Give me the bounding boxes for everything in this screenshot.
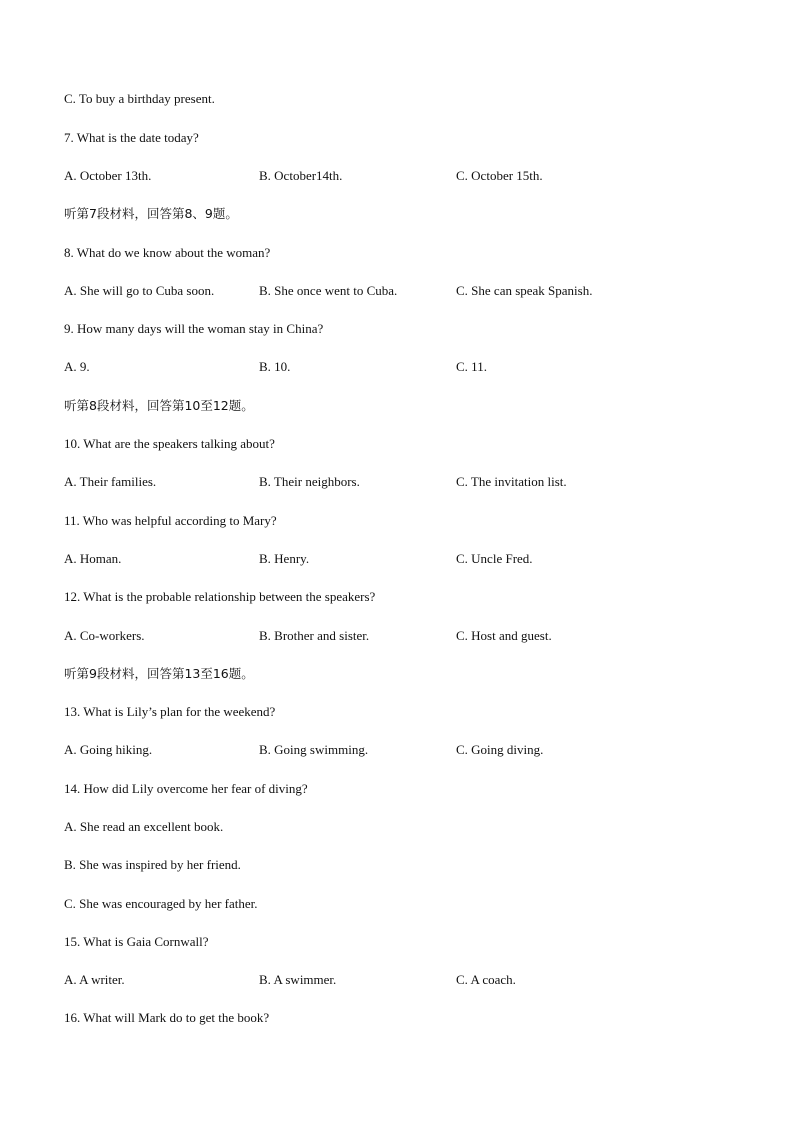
question-10: 10. What are the speakers talking about? — [64, 436, 275, 451]
option-9a: A. 9. — [64, 359, 90, 374]
question-7: 7. What is the date today? — [64, 130, 199, 145]
option-7a: A. October 13th. — [64, 168, 152, 183]
question-13: 13. What is Lily’s plan for the weekend? — [64, 704, 276, 719]
section-header-7: 听第7段材料，回答第8、9题。 — [64, 206, 238, 221]
question-14: 14. How did Lily overcome her fear of diving? — [64, 781, 308, 796]
option-10b: B. Their neighbors. — [259, 474, 360, 489]
option-11c: C. Uncle Fred. — [456, 551, 533, 566]
option-7c: C. October 15th. — [456, 168, 543, 183]
option-8a: A. She will go to Cuba soon. — [64, 283, 215, 298]
section-header-8: 听第8段材料，回答第10至12题。 — [64, 398, 254, 413]
question-15: 15. What is Gaia Cornwall? — [64, 934, 209, 949]
option-13a: A. Going hiking. — [64, 742, 153, 757]
option-10a: A. Their families. — [64, 474, 157, 489]
option-15b: B. A swimmer. — [259, 972, 337, 987]
option-14b: B. She was inspired by her friend. — [64, 857, 241, 872]
option-10c: C. The invitation list. — [456, 474, 567, 489]
option-8c: C. She can speak Spanish. — [456, 283, 593, 298]
option-14a: A. She read an excellent book. — [64, 819, 224, 834]
option-15a: A. A writer. — [64, 972, 125, 987]
option-14c: C. She was encouraged by her father. — [64, 896, 258, 911]
option-12c: C. Host and guest. — [456, 628, 552, 643]
question-9: 9. How many days will the woman stay in China? — [64, 321, 324, 336]
option-11a: A. Homan. — [64, 551, 122, 566]
question-11: 11. Who was helpful according to Mary? — [64, 513, 277, 528]
option-11b: B. Henry. — [259, 551, 310, 566]
option-13c: C. Going diving. — [456, 742, 544, 757]
option-7b: B. October14th. — [259, 168, 343, 183]
section-header-9: 听第9段材料，回答第13至16题。 — [64, 666, 254, 681]
option-9b: B. 10. — [259, 359, 291, 374]
option-9c: C. 11. — [456, 359, 487, 374]
question-12: 12. What is the probable relationship between the speakers? — [64, 589, 376, 604]
option-12a: A. Co-workers. — [64, 628, 145, 643]
option-line-6c: C. To buy a birthday present. — [64, 91, 215, 106]
question-8: 8. What do we know about the woman? — [64, 245, 271, 260]
option-15c: C. A coach. — [456, 972, 516, 987]
option-12b: B. Brother and sister. — [259, 628, 370, 643]
question-16: 16. What will Mark do to get the book? — [64, 1010, 270, 1025]
option-8b: B. She once went to Cuba. — [259, 283, 398, 298]
option-13b: B. Going swimming. — [259, 742, 369, 757]
